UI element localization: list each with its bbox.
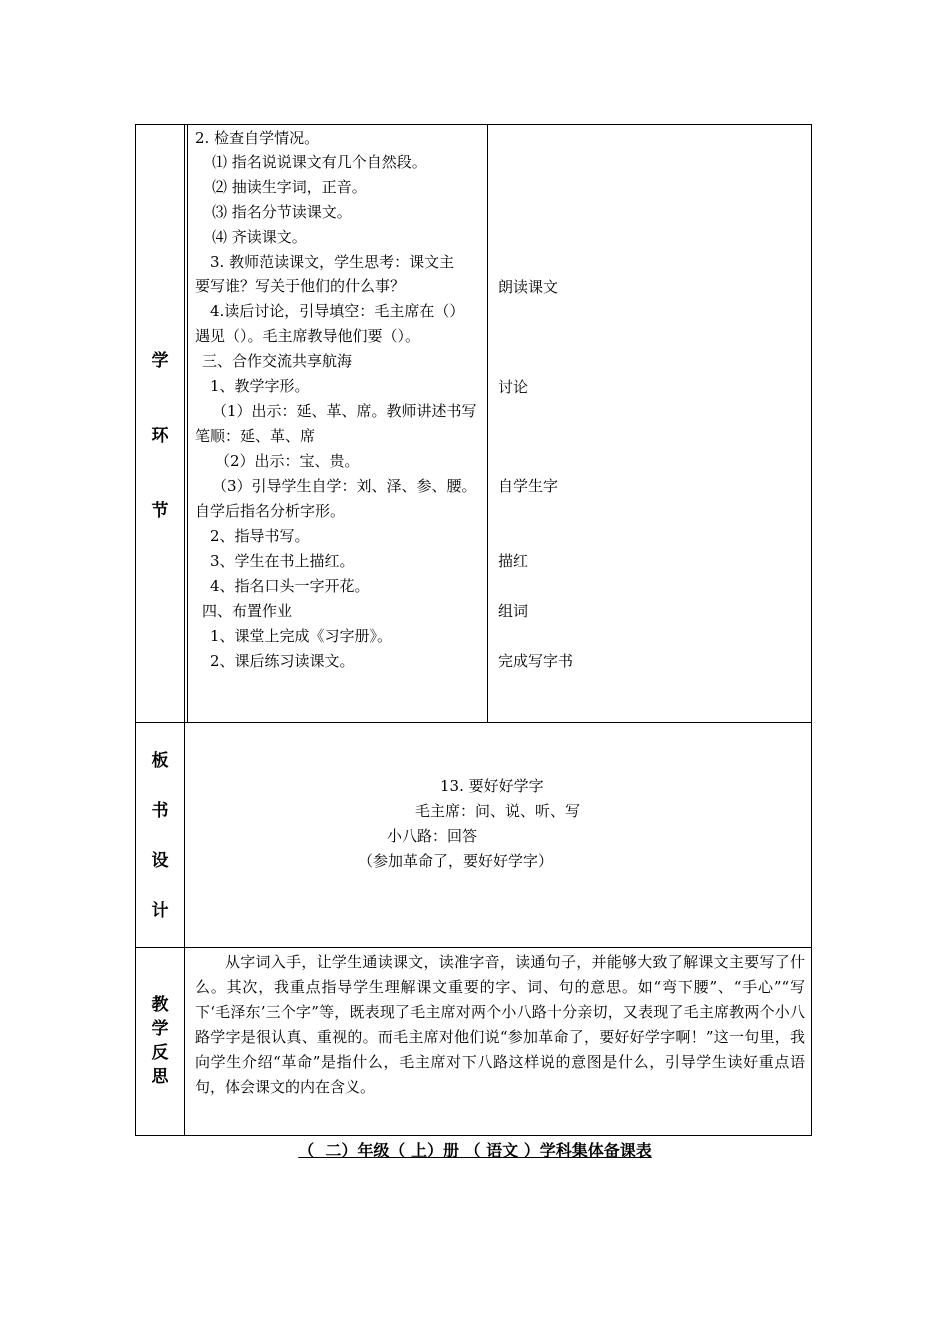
- label-char: 板: [151, 751, 169, 771]
- label-char: 环: [151, 426, 169, 446]
- label-char: 设: [151, 851, 169, 871]
- procedure-line: 要写谁？写关于他们的什么事？: [195, 277, 406, 295]
- procedure-line: 3、学生在书上描红。: [210, 552, 355, 570]
- label-char: 学: [151, 1019, 169, 1039]
- procedure-line: 4、指名口头一字开花。: [210, 577, 370, 595]
- board-line: 小八路：回答: [387, 827, 478, 845]
- footer-title-text: （ 二）年级（ 上）册 （ 语文 ）学科集体备课表: [298, 1141, 652, 1160]
- procedure-line: 四、布置作业: [202, 602, 293, 620]
- activity-note: 讨论: [498, 378, 529, 396]
- procedure-line: 2、课后练习读课文。: [210, 652, 355, 670]
- procedure-line: （1）出示：延、革、席。教师讲述书写: [212, 402, 477, 420]
- label-char: 节: [151, 501, 169, 521]
- table-left-border: [135, 124, 136, 1136]
- procedure-line: 自学后指名分析字形。: [195, 502, 346, 520]
- reflection-text: 从字词入手，让学生通读课文，读准字音，读通句子，并能够大致了解课文主要写了什么。其次，我重点指导学生理解课文重要的字、词、句的意思。如“弯下腰”、“手心”“写下‘毛泽东’三个字”等，既表现了毛主席对两个小八路十分亲切，又表现了毛主席教两个小八路学字是很认真、重视的。而毛主席对他们说“参加革命了，要好好学字啊！”这一句里，我向学生介绍“革命”是指什么，毛主席对下八路这样说的意图是什么，引导学生读好重点语句，体会课文的内在含义。: [195, 953, 805, 1096]
- procedure-line: 4.读后讨论，引导填空：毛主席在（）: [210, 302, 465, 320]
- procedure-line: ⑵ 抽读生字词，正音。: [212, 178, 367, 196]
- board-line: 毛主席：问、说、听、写: [415, 802, 581, 820]
- study-notes-divider: [487, 124, 488, 722]
- label-char: 思: [151, 1067, 169, 1087]
- table-bottom-border: [135, 1135, 812, 1136]
- procedure-line: 笔顺：延、革、席: [195, 427, 316, 445]
- procedure-line: （3）引导学生自学：刘、泽、参、腰。: [212, 477, 477, 495]
- procedure-line: 2、指导书写。: [210, 527, 310, 545]
- procedure-line: 遇见（）。毛主席教导他们要（）。: [195, 327, 421, 345]
- activity-note: 朗读课文: [498, 278, 559, 296]
- label-char: 学: [151, 351, 169, 371]
- label-char: 书: [151, 801, 169, 821]
- procedure-line: 三、合作交流共享航海: [202, 352, 353, 370]
- activity-note: 自学生字: [498, 477, 559, 495]
- procedure-line: （2）出示：宝、贵。: [215, 452, 360, 470]
- procedure-line: 3. 教师范读课文，学生思考：课文主: [210, 253, 455, 271]
- procedure-line: 1、课堂上完成《习字册》。: [210, 627, 393, 645]
- label-char: 教: [151, 995, 169, 1015]
- table-row-divider-2: [135, 947, 812, 948]
- table-row-divider-1: [135, 722, 812, 723]
- activity-note: 组词: [498, 602, 529, 620]
- procedure-line: ⑶ 指名分节读课文。: [212, 203, 352, 221]
- board-line: （参加革命了，要好好学字）: [358, 852, 554, 870]
- table-right-border: [811, 124, 812, 1136]
- procedure-line: ⑴ 指名说说课文有几个自然段。: [212, 153, 427, 171]
- study-inner-divider: [187, 124, 188, 722]
- label-char: 计: [151, 901, 169, 921]
- label-char: 反: [151, 1043, 169, 1063]
- activity-note: 描红: [498, 552, 529, 570]
- board-title: 13. 要好好学字: [440, 777, 544, 795]
- label-column-divider: [184, 124, 185, 1136]
- procedure-line: 2. 检查自学情况。: [195, 129, 320, 147]
- activity-note: 完成写字书: [498, 652, 574, 670]
- table-top-border: [135, 124, 812, 125]
- procedure-line: ⑷ 齐读课文。: [212, 228, 307, 246]
- footer-title: [0, 1140, 950, 1162]
- procedure-line: 1、教学字形。: [210, 377, 310, 395]
